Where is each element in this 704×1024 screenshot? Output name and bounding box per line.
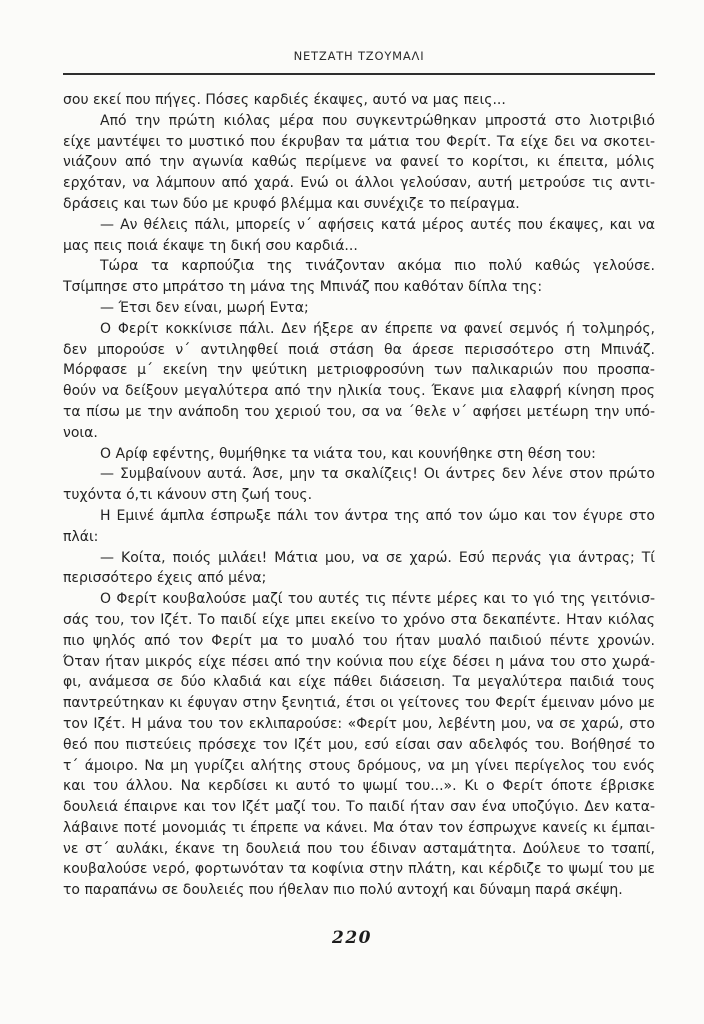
text-line: νιάζουν από την αγωνία καθώς περίμενε να φανεί το κορίτσι, κι έπειτα, μόλις [63,154,655,171]
text-line: το παραπάνω σε δουλειές που ήθελαν πιο πολύ αντοχή και δύναμη παρά σκέψη. [63,882,623,899]
header-rule [63,73,655,75]
text-line: περισσότερο έχεις από μένα; [63,570,267,587]
text-line: δράσεις και των δύο με κρυφό βλέμμα και συνέχιζε το πείραγμα. [63,195,520,212]
text-line: — Κοίτα, ποιός μιλάει! Μάτια μου, να σε χαρώ. Εσύ περνάς για άντρας; Τί [100,549,655,566]
text-line: τυχόντα ό,τι κάνουν στη ζωή τους. [63,487,313,504]
text-line: θεό που πιστεύεις πρόσεχε τον Ιζέτ μου, εσύ είσαι σαν αδελφός του. Βοήθησέ το [63,736,655,753]
text-line: λάβαινε ποτέ μονομιάς τι έπρεπε να κάνει. Μα όταν τον έσπρωχνε κανείς κι έμπαι- [63,819,655,836]
running-header-title: ΝΕΤΖΑΤΗ ΤΖΟΥΜΑΛΙ [293,49,425,63]
text-line: πλάι: [63,528,99,545]
text-line: σάς του, τον Ιζέτ. Το παιδί είχε μπει εκείνο το χρόνο στα δεκαπέντε. Ηταν κιόλας [63,611,655,628]
text-line: Όταν ήταν μικρός είχε πέσει από την κούνια που είχε δέσει η μάνα του στο χωρά- [63,653,655,670]
text-line: Τώρα τα καρπούζια της τινάζονταν ακόμα πιο πολύ καθώς γελούσε. [100,258,655,275]
text-line: τα πίσω με την ανάποδη του χεριού του, σα να ΄θελε ν΄ αφήσει μετέωρη την υπό- [63,403,655,420]
text-line: — Έτσι δεν είναι, μωρή Εντα; [100,299,309,316]
text-block [63,90,655,901]
text-line: μας πεις ποιά έκαψε τη δική σου καρδιά... [63,237,358,254]
text-line: Από την πρώτη κιόλας μέρα που συγκεντρώθηκαν μπροστά στο λιοτριβιό [100,112,655,129]
page-number: 220 [332,928,372,948]
text-line: φι, ανάμεσα σε δύο κλαδιά και είχε πάθει διάσειση. Τα μεγαλύτερα παιδιά τους [63,674,655,691]
text-line: νοια. [63,424,98,441]
text-line: τ΄ άμοιρο. Να μη γυρίζει αλήτης στους δρόμους, να μη γίνει περίγελος του ενός [63,757,655,774]
text-line: δουλειά έπαιρνε και τον Ιζέτ μαζί του. Το παιδί ήταν σαν ένα υποζύγιο. Δεν κατα- [63,799,655,816]
text-line: Ο Φερίτ κοκκίνισε πάλι. Δεν ήξερε αν έπρεπε να φανεί σεμνός ή τολμηρός, [100,320,655,337]
text-line: κουβαλούσε νερό, φορτωνόταν τα κοφίνια στην πλάτη, και κέρδιζε το ψωμί του με [63,861,655,878]
text-line: Ο Αρίφ εφέντης, θυμήθηκε τα νιάτα του, και κουνήθηκε στη θέση του: [100,445,596,462]
text-line: και του άλλου. Να κερδίσει κι αυτό το ψωμί του...». Κι ο Φερίτ όποτε έβρισκε [63,778,655,795]
text-line: — Συμβαίνουν αυτά. Άσε, μην τα σκαλίζεις! Οι άντρες δεν λένε στον πρώτο [100,466,655,483]
text-line: ερχόταν, να λάμπουν από χαρά. Ενώ οι άλλοι γελούσαν, αυτή μετρούσε τις αντι- [63,175,655,192]
running-header [63,49,655,63]
text-line: Ο Φερίτ κουβαλούσε μαζί του αυτές τις πέντε μέρες και το γιό της γειτόνισ- [100,591,655,608]
text-line: θούν να δείξουν μεγαλύτερα από την ηλικία τους. Έκανε μια ελαφρή κίνηση προς [63,383,655,400]
text-line: τον Ιζέτ. Η μάνα του τον εκλιπαρούσε: «Φερίτ μου, λεβέντη μου, να σε χαρώ, στο [63,715,655,732]
text-line: Μόρφασε μ΄ εκείνη την ψεύτικη μετριοφροσύνη των παλικαριών που προσπα- [63,362,655,379]
text-line: δεν μπορούσε ν΄ αντιληφθεί ποιά στάση θα άρεσε περισσότερο στη Μπινάζ. [63,341,655,358]
text-line: — Αν θέλεις πάλι, μπορείς ν΄ αφήσεις κατά μέρος αυτές που έκαψες, και να [100,216,655,233]
text-line: νε στ΄ αυλάκι, έκανε τη δουλειά που του έδιναν ασταμάτητα. Δούλευε το τσαπί, [63,840,655,857]
text-line: Τσίμπησε στο μπράτσο τη μάνα της Μπινάζ που καθόταν δίπλα της: [63,279,543,296]
text-line: πιο ψηλός από τον Φερίτ μα το μυαλό του ήταν μυαλό παιδιού πέντε χρονών. [63,632,655,649]
text-line: είχε μαντέψει το μυστικό που έκρυβαν τα μάτια του Φερίτ. Τα είχε δει να σκοτει- [63,133,655,150]
text-line: σου εκεί που πήγες. Πόσες καρδιές έκαψες, αυτό να μας πεις... [63,92,506,108]
text-line: παντρεύτηκαν κι έφυγαν στην ξενητιά, έτσι οι γείτονες του Φερίτ έμειναν μόνο με [63,695,655,712]
text-line: Η Εμινέ άμπλα έσπρωξε πάλι τον άντρα της από τον ώμο και τον έγυρε στο [100,507,655,524]
